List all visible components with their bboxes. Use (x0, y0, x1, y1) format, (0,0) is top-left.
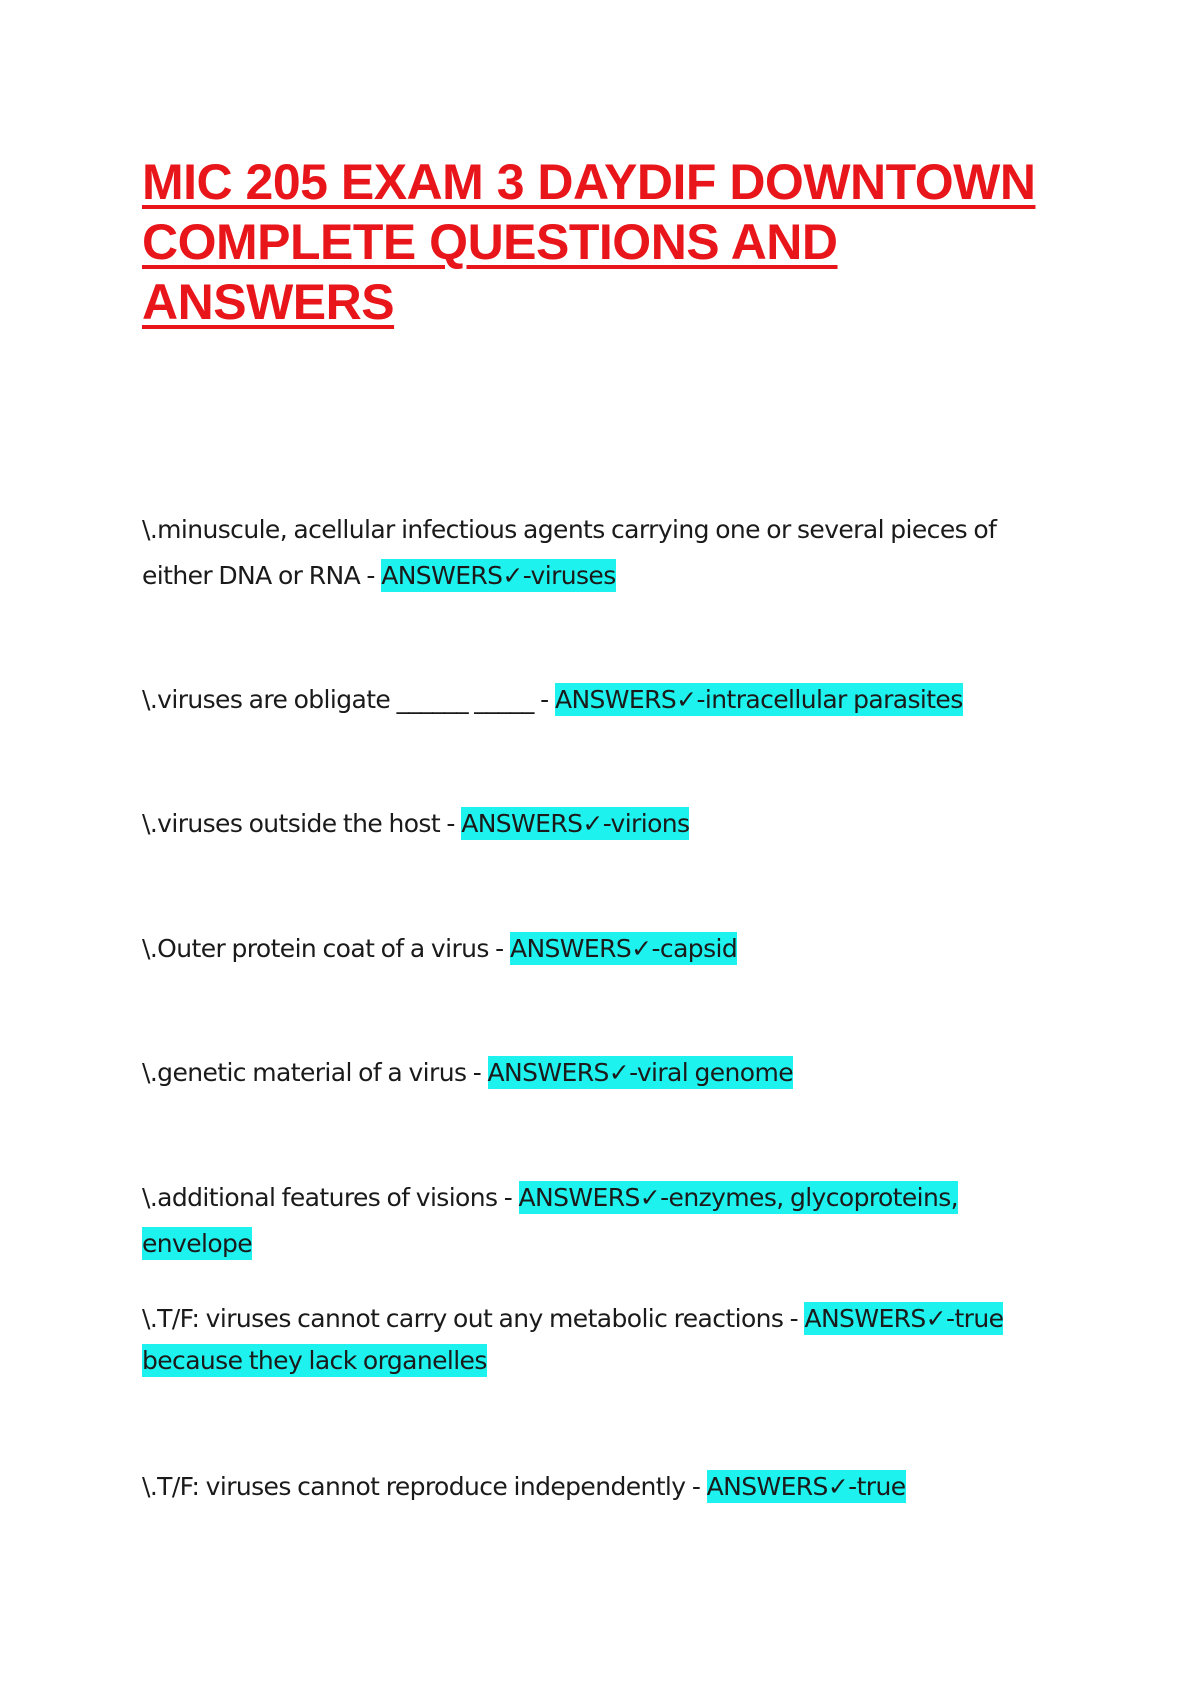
answer-text: ANSWERS✓-viruses (381, 561, 616, 590)
question-text: \.viruses are obligate ______ _____ - (142, 685, 555, 714)
question-text: \.additional features of visions - (142, 1183, 519, 1212)
answer-text: ANSWERS✓-true (706, 1472, 906, 1501)
qa-item (142, 1464, 1072, 1510)
question-text: \.viruses outside the host - (142, 809, 462, 838)
qa-item (142, 1175, 1072, 1267)
answer-text: ANSWERS✓-virions (461, 809, 690, 838)
question-text: \.Outer protein coat of a virus - (142, 934, 510, 963)
answer-text: ANSWERS✓-enzymes, glycoproteins, envelope (142, 1183, 959, 1258)
answer-text: ANSWERS✓-true because they lack organelles (142, 1304, 1004, 1375)
answer-text: ANSWERS✓-intracellular parasites (554, 685, 963, 714)
answer-text: ANSWERS✓-capsid (509, 934, 738, 963)
qa-item (142, 926, 1072, 972)
answer-text: ANSWERS✓-viral genome (487, 1058, 793, 1087)
question-text: \.genetic material of a virus - (142, 1058, 488, 1087)
question-text: \.minuscule, acellular infectious agents carrying one or several pieces of either DNA or RNA - (142, 515, 997, 590)
qa-item (142, 507, 1072, 599)
qa-item (142, 1298, 1072, 1382)
qa-item (142, 1050, 1072, 1096)
document-title: MIC 205 EXAM 3 DAYDIF DOWNTOWN COMPLETE QUESTIONS AND ANSWERS (142, 154, 1036, 330)
qa-item (142, 677, 1072, 723)
qa-item (142, 801, 1072, 847)
question-text: \.T/F: viruses cannot reproduce independently - (142, 1472, 707, 1501)
question-text: \.T/F: viruses cannot carry out any metabolic reactions - (142, 1304, 805, 1333)
